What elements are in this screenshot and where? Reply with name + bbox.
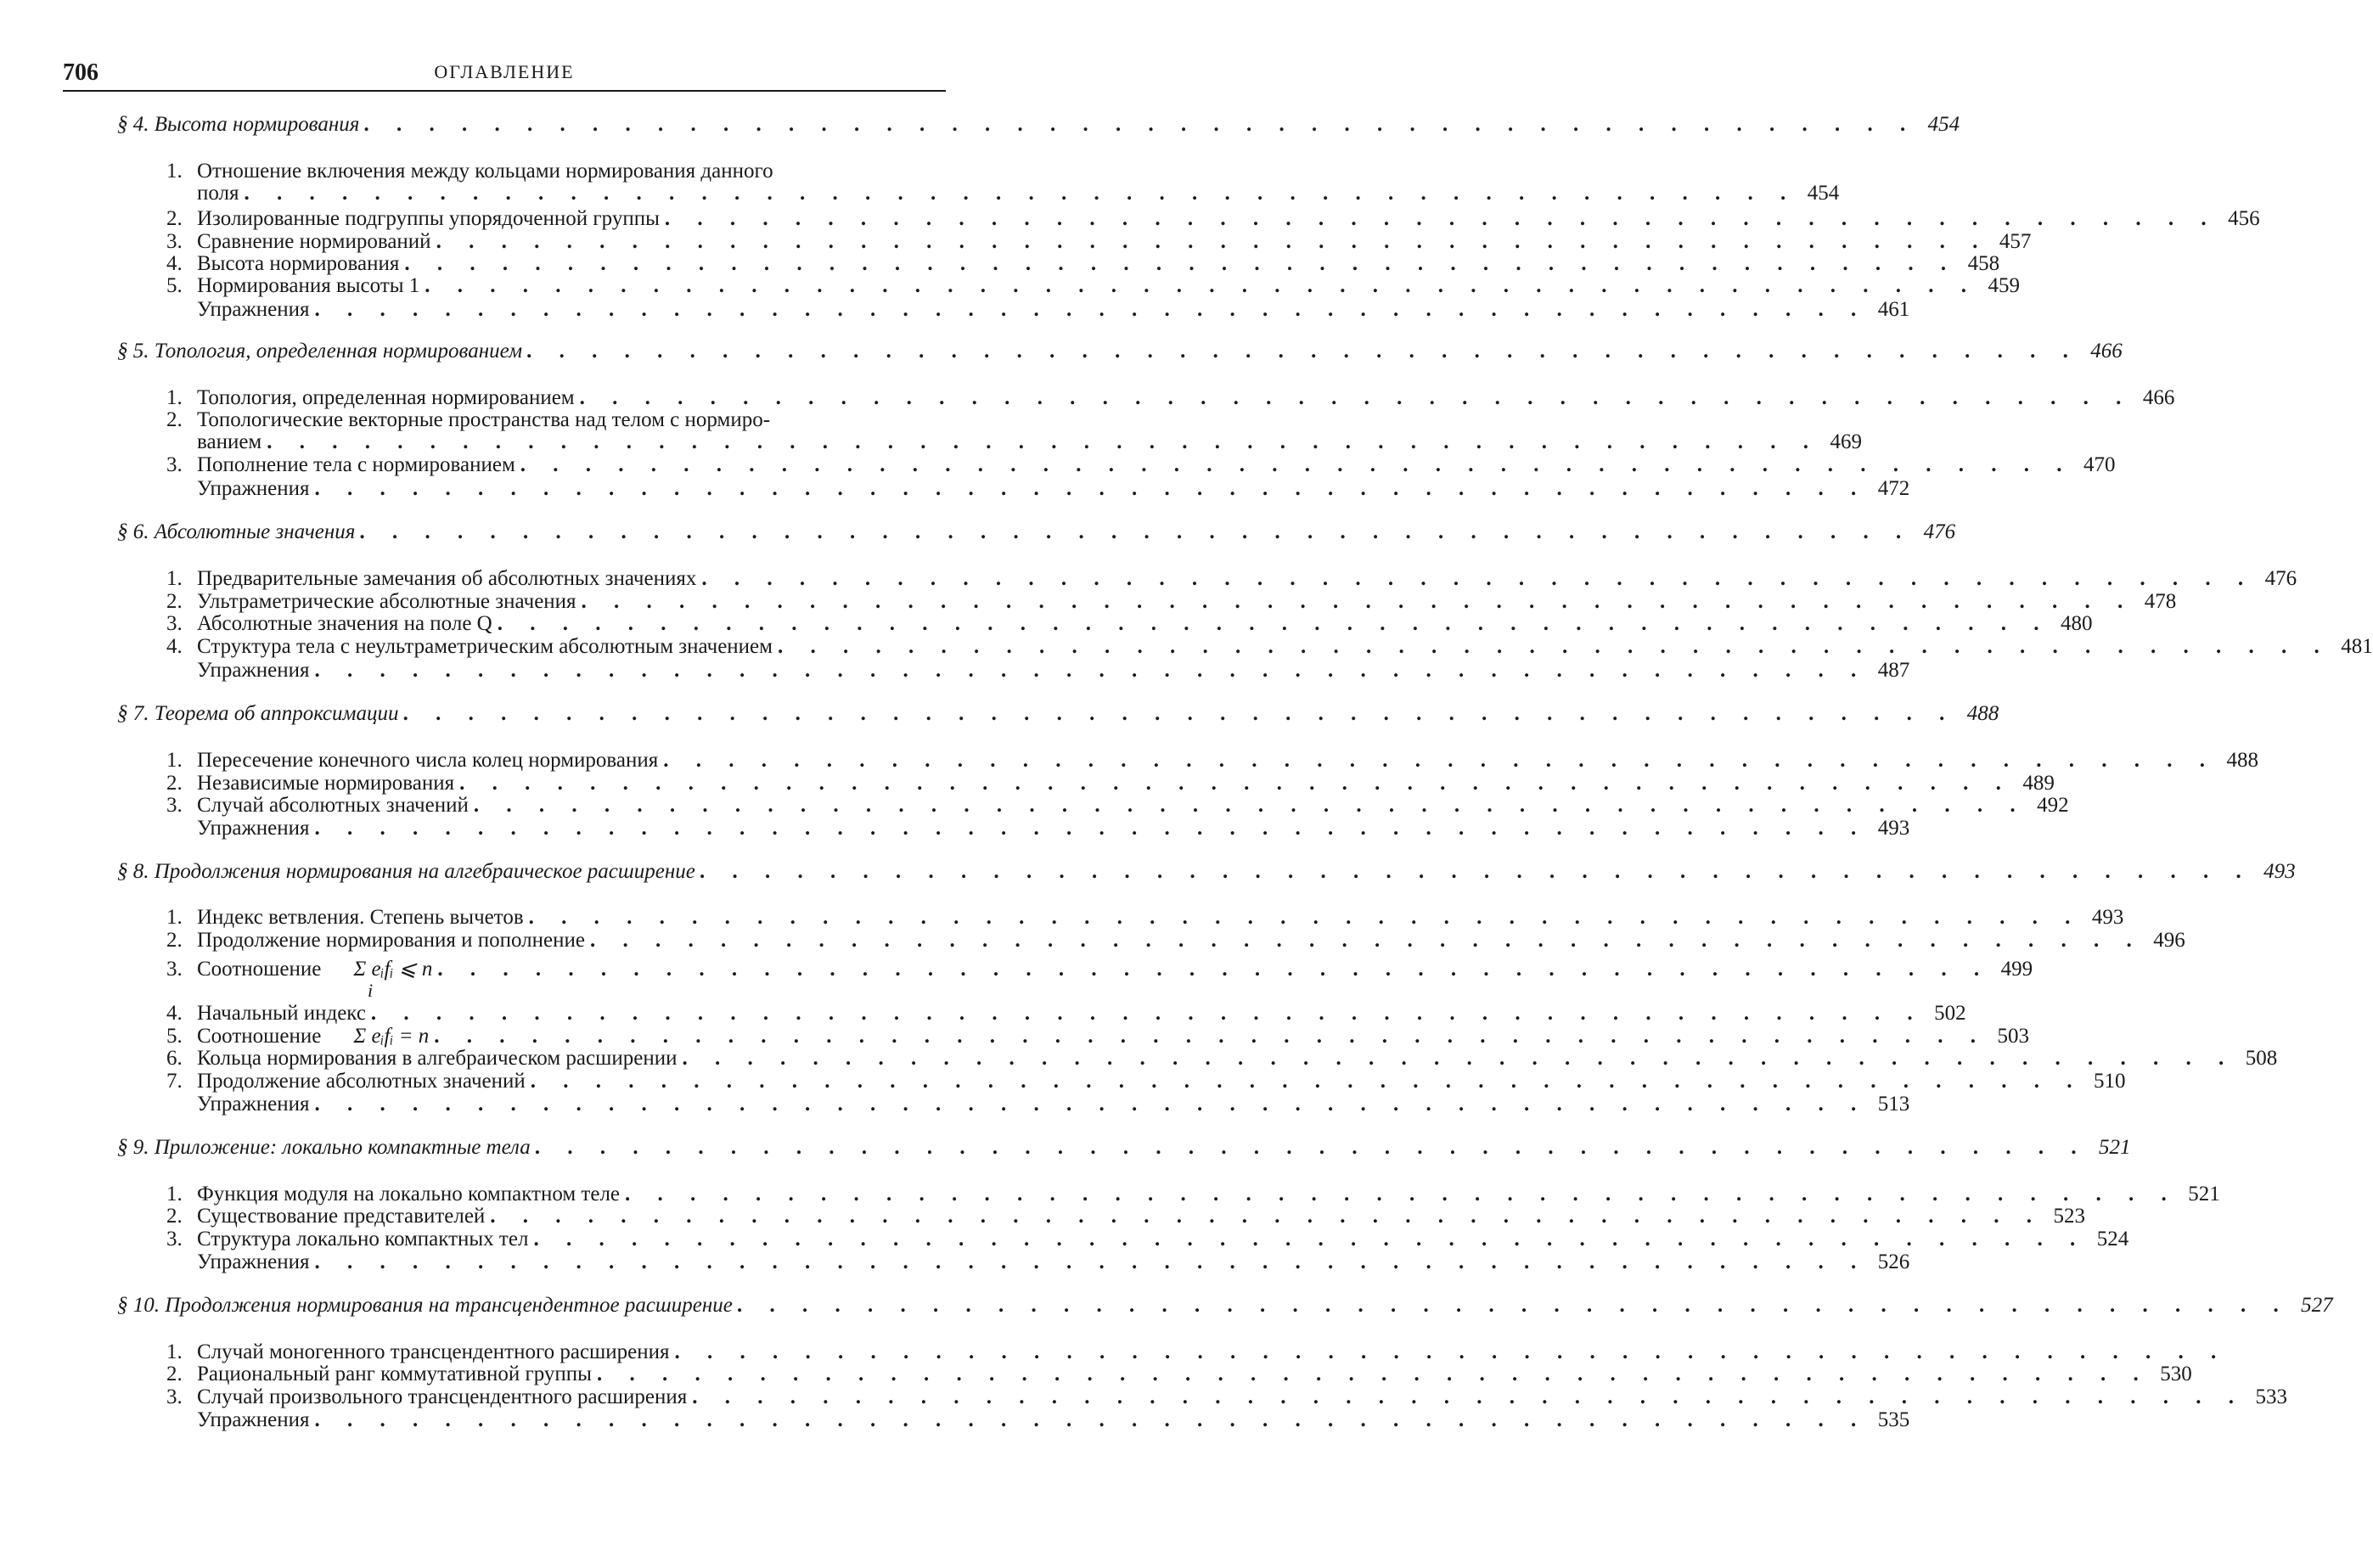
entry-label: [166, 635, 773, 659]
entry-label: [166, 612, 492, 636]
entry-page: 492: [2037, 794, 2069, 817]
entry-label: [166, 1363, 592, 1386]
toc-entry[interactable]: [166, 274, 2021, 298]
entry-text: Пополнение тела с нормированием: [197, 453, 515, 476]
toc-entry[interactable]: [166, 386, 2175, 410]
exercises-entry[interactable]: [166, 1408, 1910, 1432]
entry-text: Предварительные замечания об абсолютных значениях: [197, 567, 697, 590]
entry-label: [166, 230, 431, 254]
entry-number: 7.: [166, 1070, 183, 1093]
entry-text: Индекс ветвления. Степень вычетов: [197, 906, 524, 929]
exercises-entry[interactable]: [166, 477, 1910, 501]
toc-entry[interactable]: [166, 1047, 2278, 1071]
section-heading[interactable]: [117, 860, 2296, 884]
dot-leader: . . . . . . . . . . . . . . . . . . . . . . . . . . . . . . . . . . . . . . . . . . . . . . . .: [370, 1002, 1924, 1025]
dot-leader: . . . . . . . . . . . . . . . . . . . . . . . . . . . . . . . . . . . . . . . . . . . . . . . .: [533, 1228, 2087, 1250]
section-title: § 4. Высота нормирования: [117, 113, 360, 136]
toc-entry[interactable]: [166, 1228, 2129, 1251]
dot-leader: . . . . . . . . . . . . . . . . . . . . . . . . . . . . . . . . . . . . . . . . . . . . . . . .: [404, 252, 1958, 275]
entry-page: 456: [2228, 207, 2260, 230]
entry-text: Нормирования высоты 1: [197, 274, 420, 297]
entry-text: Изолированные подгруппы упорядоченной группы: [197, 207, 660, 230]
entry-label: [166, 906, 524, 930]
entry-text: Упражнения: [197, 1408, 310, 1431]
dot-leader: . . . . . . . . . . . . . . . . . . . . . . . . . . . . . . . . . . . . . . . . . . . . . . . .: [625, 1183, 2178, 1206]
entry-label: [166, 1205, 485, 1228]
entry-label: [166, 298, 309, 322]
entry-page: 496: [2153, 929, 2185, 952]
entry-label: [166, 1183, 620, 1206]
entry-number: 3.: [166, 230, 183, 253]
entry-page: 466: [2142, 386, 2175, 409]
entry-label: [166, 956, 432, 981]
entry-number: 2.: [166, 772, 183, 795]
section-page: 466: [2090, 340, 2123, 362]
toc-entry[interactable]: [166, 1070, 2126, 1093]
entry-label: [166, 1002, 366, 1026]
entry-page: 488: [2226, 749, 2258, 772]
entry-text: Пересечение конечного числа колец нормирования: [197, 749, 659, 772]
entry-number: 2.: [166, 207, 183, 230]
entry-page: 533: [2255, 1385, 2287, 1408]
toc-entry[interactable]: [166, 408, 946, 432]
dot-leader: . . . . . . . . . . . . . . . . . . . . . . . . . . . . . . . . . . . . . . . . . . . . . . . .: [692, 1385, 2245, 1408]
entry-text: Кольца нормирования в алгебраическом расширении: [197, 1047, 678, 1070]
entry-page: 499: [2000, 958, 2033, 981]
entry-label: [166, 749, 658, 773]
dot-leader: . . . . . . . . . . . . . . . . . . . . . . . . . . . . . . . . . . . . . . . . . . . . . . . .: [314, 817, 1868, 840]
toc-entry[interactable]: [166, 1025, 2030, 1048]
toc-entry[interactable]: [166, 635, 2373, 659]
entry-page: 502: [1934, 1002, 1966, 1025]
entry-text: Функция модуля на локально компактном теле: [197, 1183, 621, 1206]
dot-leader: . . . . . . . . . . . . . . . . . . . . . . . . . . . . . . . . . . . . . . . . . . . . . . . .: [497, 612, 2050, 635]
entry-number: 1.: [166, 1183, 183, 1206]
entry-label: [166, 1093, 309, 1116]
dot-leader: . . . . . . . . . . . . . . . . . . . . . . . . . . . . . . . . . . . . . . . . . . . . . . . .: [737, 1294, 2291, 1317]
dot-leader: . . . . . . . . . . . . . . . . . . . . . . . . . . . . . . . . . . . . . . . . . . . . . . . .: [701, 567, 2255, 590]
entry-label: [166, 659, 309, 683]
section-title: § 6. Абсолютные значения: [117, 520, 356, 543]
section-heading[interactable]: [117, 1136, 2131, 1160]
formula-subscript: i: [368, 980, 374, 1001]
section-heading[interactable]: [117, 340, 2123, 363]
entry-number: 2.: [166, 408, 183, 431]
dot-leader: . . . . . . . . . . . . . . . . . . . . . . . . . . . . . . . . . . . . . . . . . . . . . . . .: [777, 635, 2331, 658]
dot-leader: . . . . . . . . . . . . . . . . . . . . . . . . . . . . . . . . . . . . . . . . . . . . . . . .: [364, 113, 1918, 136]
entry-number: 2.: [166, 590, 183, 613]
toc-entry[interactable]: [166, 1385, 2287, 1409]
toc-entry[interactable]: [166, 252, 2000, 276]
entry-text: Структура тела с неультраметрическим абсолютным значением: [197, 635, 773, 658]
toc-entry[interactable]: [166, 906, 2124, 930]
entry-text: Упражнения: [197, 298, 310, 321]
dot-leader: . . . . . . . . . . . . . . . . . . . . . . . . . . . . . . . . . . . . . . . . . . . . . . . .: [663, 749, 2216, 772]
entry-number: 1.: [166, 749, 183, 772]
toc-entry[interactable]: [166, 207, 2260, 231]
entry-text: Топологические векторные пространства над телом с нормиро-: [197, 408, 771, 431]
section-heading[interactable]: [117, 520, 1956, 544]
dot-leader: . . . . . . . . . . . . . . . . . . . . . . . . . . . . . . . . . . . . . . . . . . . . . . . .: [700, 860, 2253, 883]
dot-leader: . . . . . . . . . . . . . . . . . . . . . . . . . . . . . . . . . . . . . . . . . . . . . . . .: [530, 1070, 2083, 1093]
entry-text: Существование представителей: [197, 1205, 486, 1228]
page-header: [63, 49, 946, 92]
entry-number: 3.: [166, 958, 183, 981]
dot-leader: . . . . . . . . . . . . . . . . . . . . . . . . . . . . . . . . . . . . . . . . . . . . . . . .: [490, 1205, 2044, 1228]
entry-number: 4.: [166, 1002, 183, 1025]
toc-entry[interactable]: [166, 567, 2297, 591]
entry-page: 513: [1877, 1093, 1910, 1116]
entry-number: 5.: [166, 1025, 183, 1048]
entry-number: 1.: [166, 906, 183, 929]
section-title: § 8. Продолжения нормирования на алгебраическое расширение: [117, 860, 695, 883]
entry-page: 508: [2245, 1047, 2278, 1070]
entry-text: Случай моногенного трансцендентного расширения: [197, 1340, 670, 1363]
section-title: § 9. Приложение: локально компактные тела: [117, 1136, 531, 1159]
entry-label: [166, 274, 419, 298]
entry-number: 3.: [166, 453, 183, 476]
entry-label: [166, 929, 585, 953]
entry-text: Сравнение нормирований: [197, 230, 431, 253]
entry-label: [166, 386, 575, 410]
entry-page: 458: [1967, 252, 2000, 275]
entry-page: 526: [1877, 1250, 1910, 1273]
exercises-entry[interactable]: [166, 1093, 1910, 1116]
section-title: § 10. Продолжения нормирования на трансцендентное расширение: [117, 1294, 733, 1317]
toc-entry[interactable]: [166, 230, 2032, 254]
entry-label: [166, 1385, 687, 1409]
entry-label: [166, 794, 469, 818]
exercises-entry[interactable]: [166, 817, 1910, 840]
entry-page: 530: [2160, 1363, 2192, 1385]
entry-number: 5.: [166, 274, 183, 297]
entry-page: 480: [2060, 612, 2093, 635]
entry-page: 476: [2264, 567, 2297, 590]
dot-leader: . . . . . . . . . . . . . . . . . . . . . . . . . . . . . . . . . . . . . . . . . . . . . . . .: [360, 520, 1914, 543]
dot-leader: . . . . . . . . . . . . . . . . . . . . . . . . . . . . . . . . . . . . . . . . . . . . . . . .: [589, 929, 2143, 952]
entry-label: [166, 207, 660, 231]
toc-entry-continuation[interactable]: [197, 430, 1862, 454]
dot-leader: . . . . . . . . . . . . . . . . . . . . . . . . . . . . . . . . . . . . . . . . . . . . . . . .: [437, 958, 1991, 981]
entry-number: 2.: [166, 1205, 183, 1228]
entry-text: Продолжение нормирования и пополнение: [197, 929, 585, 952]
dot-leader: . . . . . . . . . . . . . . . . . . . . . . . . . . . . . . . . . . . . . . . . . . . . . . . .: [528, 906, 2082, 929]
entry-label: [166, 1025, 429, 1048]
entry-number: 1.: [166, 160, 183, 183]
toc-entry[interactable]: [166, 1002, 1966, 1026]
entry-number: 2.: [166, 1363, 183, 1385]
entry-text: Упражнения: [197, 477, 310, 500]
dot-leader: . . . . . . . . . . . . . . . . . . . . . . . . . . . . . . . . . . . . . . . . . . . . . . . .: [314, 477, 1868, 500]
entry-text: Топология, определенная нормированием: [197, 386, 575, 409]
dot-leader: . . . . . . . . . . . . . . . . . . . . . . . . . . . . . . . . . . . . . . . . . . . . . . . .: [596, 1363, 2150, 1385]
section-title: § 7. Теорема об аппроксимации: [117, 702, 399, 725]
entry-number: 1.: [166, 1340, 183, 1363]
entry-label: [166, 817, 309, 840]
entry-text: Независимые нормирования: [197, 772, 455, 795]
toc-entry[interactable]: [166, 1340, 2228, 1364]
entry-label: [166, 1250, 309, 1274]
entry-text: Продолжение абсолютных значений: [197, 1070, 526, 1093]
section-page: 527: [2301, 1294, 2333, 1317]
entry-number: 4.: [166, 635, 183, 658]
dot-leader: . . . . . . . . . . . . . . . . . . . . . . . . . . . . . . . . . . . . . . . . . . . . . . . .: [520, 453, 2073, 476]
entry-page: 535: [1877, 1408, 1910, 1431]
toc-entry[interactable]: [166, 1205, 2086, 1228]
toc-entry[interactable]: [166, 453, 2116, 477]
entry-page: 457: [1999, 230, 2032, 253]
entry-text: Упражнения: [197, 1093, 310, 1116]
section-heading[interactable]: [117, 113, 1960, 137]
dot-leader: . . . . . . . . . . . . . . . . . . . . . . . . . . . . . . . . . . . . . . . . . . . . . . . .: [682, 1047, 2235, 1070]
dot-leader: . . . . . . . . . . . . . . . . . . . . . . . . . . . . . . . . . . . . . . . . . . . . . . . .: [314, 1093, 1868, 1116]
dot-leader: . . . . . . . . . . . . . . . . . . . . . . . . . . . . . . . . . . . . . . . . . . . . . . . .: [314, 1250, 1868, 1273]
entry-text: Соотношение: [197, 1025, 322, 1048]
dot-leader: . . . . . . . . . . . . . . . . . . . . . . . . . . . . . . . . . . . . . . . . . . . . . . . .: [403, 702, 1957, 725]
entry-text: Случай абсолютных значений: [197, 794, 469, 817]
dot-leader: . . . . . . . . . . . . . . . . . . . . . . . . . . . . . . . . . . . . . . . . . . . . . . . .: [314, 298, 1868, 321]
entry-page: 487: [1877, 659, 1910, 682]
exercises-entry[interactable]: [166, 659, 1910, 683]
entry-text: Упражнения: [197, 1250, 310, 1273]
dot-leader: . . . . . . . . . . . . . . . . . . . . . . . . . . . . . . . . . . . . . . . . . . . . . . . .: [436, 230, 1989, 253]
section-heading[interactable]: [117, 702, 1999, 726]
entry-page: 524: [2096, 1228, 2129, 1250]
entry-number: 1.: [166, 567, 183, 590]
entry-text-continued: ванием: [197, 430, 262, 453]
dot-leader: . . . . . . . . . . . . . . . . . . . . . . . . . . . . . . . . . . . . . . . . . . . . . . . .: [244, 182, 1797, 205]
entry-number: 3.: [166, 1228, 183, 1250]
entry-page: 459: [1988, 274, 2021, 297]
entry-text: Высота нормирования: [197, 252, 400, 275]
entry-number: 1.: [166, 386, 183, 409]
dot-leader: . . . . . . . . . . . . . . . . . . . . . . . . . . . . . . . . . . . . . . . . . . . . . . . .: [459, 772, 2012, 795]
toc-entry-continuation[interactable]: [197, 182, 1840, 205]
entry-text: Отношение включения между кольцами нормирования данного: [197, 160, 773, 183]
entry-page: 454: [1807, 182, 1840, 205]
section-heading[interactable]: [117, 1294, 2333, 1318]
exercises-entry[interactable]: [166, 1250, 1910, 1274]
entry-number: 4.: [166, 252, 183, 275]
entry-number: 3.: [166, 1385, 183, 1408]
entry-number: 3.: [166, 612, 183, 635]
dot-leader: . . . . . . . . . . . . . . . . . . . . . . . . . . . . . . . . . . . . . . . . . . . . . . . .: [434, 1025, 1988, 1048]
entry-label: [166, 252, 399, 276]
entry-text: Начальный индекс: [197, 1002, 366, 1025]
entry-label: [166, 477, 309, 501]
entry-label: [166, 567, 696, 591]
entry-text: Рациональный ранг коммутативной группы: [197, 1363, 592, 1385]
entry-label: [166, 1408, 309, 1432]
dot-leader: . . . . . . . . . . . . . . . . . . . . . . . . . . . . . . . . . . . . . . . . . . . . . . . .: [674, 1340, 2228, 1363]
toc-entry[interactable]: [166, 929, 2185, 953]
section-page: 493: [2263, 860, 2296, 883]
dot-leader: . . . . . . . . . . . . . . . . . . . . . . . . . . . . . . . . . . . . . . . . . . . . . . . .: [425, 274, 1978, 297]
entry-page: 521: [2188, 1183, 2220, 1206]
page-number: 706: [63, 59, 98, 86]
section-page: 488: [1966, 702, 1999, 725]
section-page: 454: [1927, 113, 1960, 136]
entry-text: Ультраметрические абсолютные значения: [197, 590, 576, 613]
entry-formula: Σ eᵢfᵢ ⩽ n: [353, 958, 433, 981]
toc-entry[interactable]: [166, 160, 946, 183]
entry-text-continued: поля: [197, 182, 239, 205]
entry-page: 510: [2094, 1070, 2126, 1093]
entry-number: 6.: [166, 1047, 183, 1070]
toc-entry[interactable]: [166, 772, 2055, 795]
toc-entry[interactable]: [166, 956, 2033, 981]
toc-entry[interactable]: [166, 590, 2177, 614]
section-page: 521: [2099, 1136, 2131, 1159]
dot-leader: . . . . . . . . . . . . . . . . . . . . . . . . . . . . . . . . . . . . . . . . . . . . . . . .: [581, 590, 2134, 613]
entry-page: 523: [2053, 1205, 2086, 1228]
entry-text: Упражнения: [197, 817, 310, 840]
entry-label: [166, 590, 576, 614]
entry-label: [166, 160, 773, 183]
dot-leader: . . . . . . . . . . . . . . . . . . . . . . . . . . . . . . . . . . . . . . . . . . . . . . . .: [473, 794, 2027, 817]
dot-leader: . . . . . . . . . . . . . . . . . . . . . . . . . . . . . . . . . . . . . . . . . . . . . . . .: [267, 430, 1819, 453]
entry-page: 472: [1877, 477, 1910, 500]
entry-label: [166, 772, 454, 795]
dot-leader: . . . . . . . . . . . . . . . . . . . . . . . . . . . . . . . . . . . . . . . . . . . . . . . .: [579, 386, 2133, 409]
entry-page: 461: [1877, 298, 1910, 321]
entry-text: Структура локально компактных тел: [197, 1228, 529, 1250]
entry-number: 3.: [166, 794, 183, 817]
entry-text: Соотношение: [197, 958, 322, 981]
entry-page: 481: [2341, 635, 2373, 658]
entry-text: Абсолютные значения на поле Q: [197, 612, 492, 635]
entry-label: [166, 1070, 526, 1093]
exercises-entry[interactable]: [166, 298, 1910, 322]
entry-label: [166, 453, 515, 477]
entry-formula: Σ eᵢfᵢ = n: [353, 1025, 430, 1048]
toc-entry[interactable]: [166, 612, 2093, 636]
section-title: § 5. Топология, определенная нормированием: [117, 340, 523, 362]
entry-page: 493: [1877, 817, 1910, 840]
entry-page: 469: [1830, 430, 1862, 453]
toc-entry[interactable]: [166, 1183, 2220, 1206]
entry-page: 503: [1997, 1025, 2030, 1048]
toc-entry[interactable]: [166, 1363, 2192, 1386]
entry-label: [166, 1047, 677, 1071]
dot-leader: . . . . . . . . . . . . . . . . . . . . . . . . . . . . . . . . . . . . . . . . . . . . . . . .: [314, 659, 1868, 682]
entry-number: 2.: [166, 929, 183, 952]
entry-page: 489: [2022, 772, 2055, 795]
entry-label: [166, 1228, 528, 1251]
dot-leader: . . . . . . . . . . . . . . . . . . . . . . . . . . . . . . . . . . . . . . . . . . . . . . . .: [527, 340, 2080, 362]
entry-label: [166, 408, 770, 432]
dot-leader: . . . . . . . . . . . . . . . . . . . . . . . . . . . . . . . . . . . . . . . . . . . . . . . .: [314, 1408, 1868, 1431]
section-page: 476: [1923, 520, 1956, 543]
toc-entry[interactable]: [166, 749, 2258, 773]
entry-label: [166, 1340, 670, 1364]
entry-page: 470: [2083, 453, 2116, 476]
entry-page: 493: [2091, 906, 2124, 929]
dot-leader: . . . . . . . . . . . . . . . . . . . . . . . . . . . . . . . . . . . . . . . . . . . . . . . .: [664, 207, 2218, 230]
toc-entry[interactable]: [166, 794, 2069, 818]
entry-page: 478: [2144, 590, 2177, 613]
running-head: ОГЛАВЛЕНИЕ: [434, 61, 575, 82]
dot-leader: . . . . . . . . . . . . . . . . . . . . . . . . . . . . . . . . . . . . . . . . . . . . . . . .: [535, 1136, 2089, 1159]
entry-text: Случай произвольного трансцендентного расширения: [197, 1385, 688, 1408]
entry-text: Упражнения: [197, 659, 310, 682]
